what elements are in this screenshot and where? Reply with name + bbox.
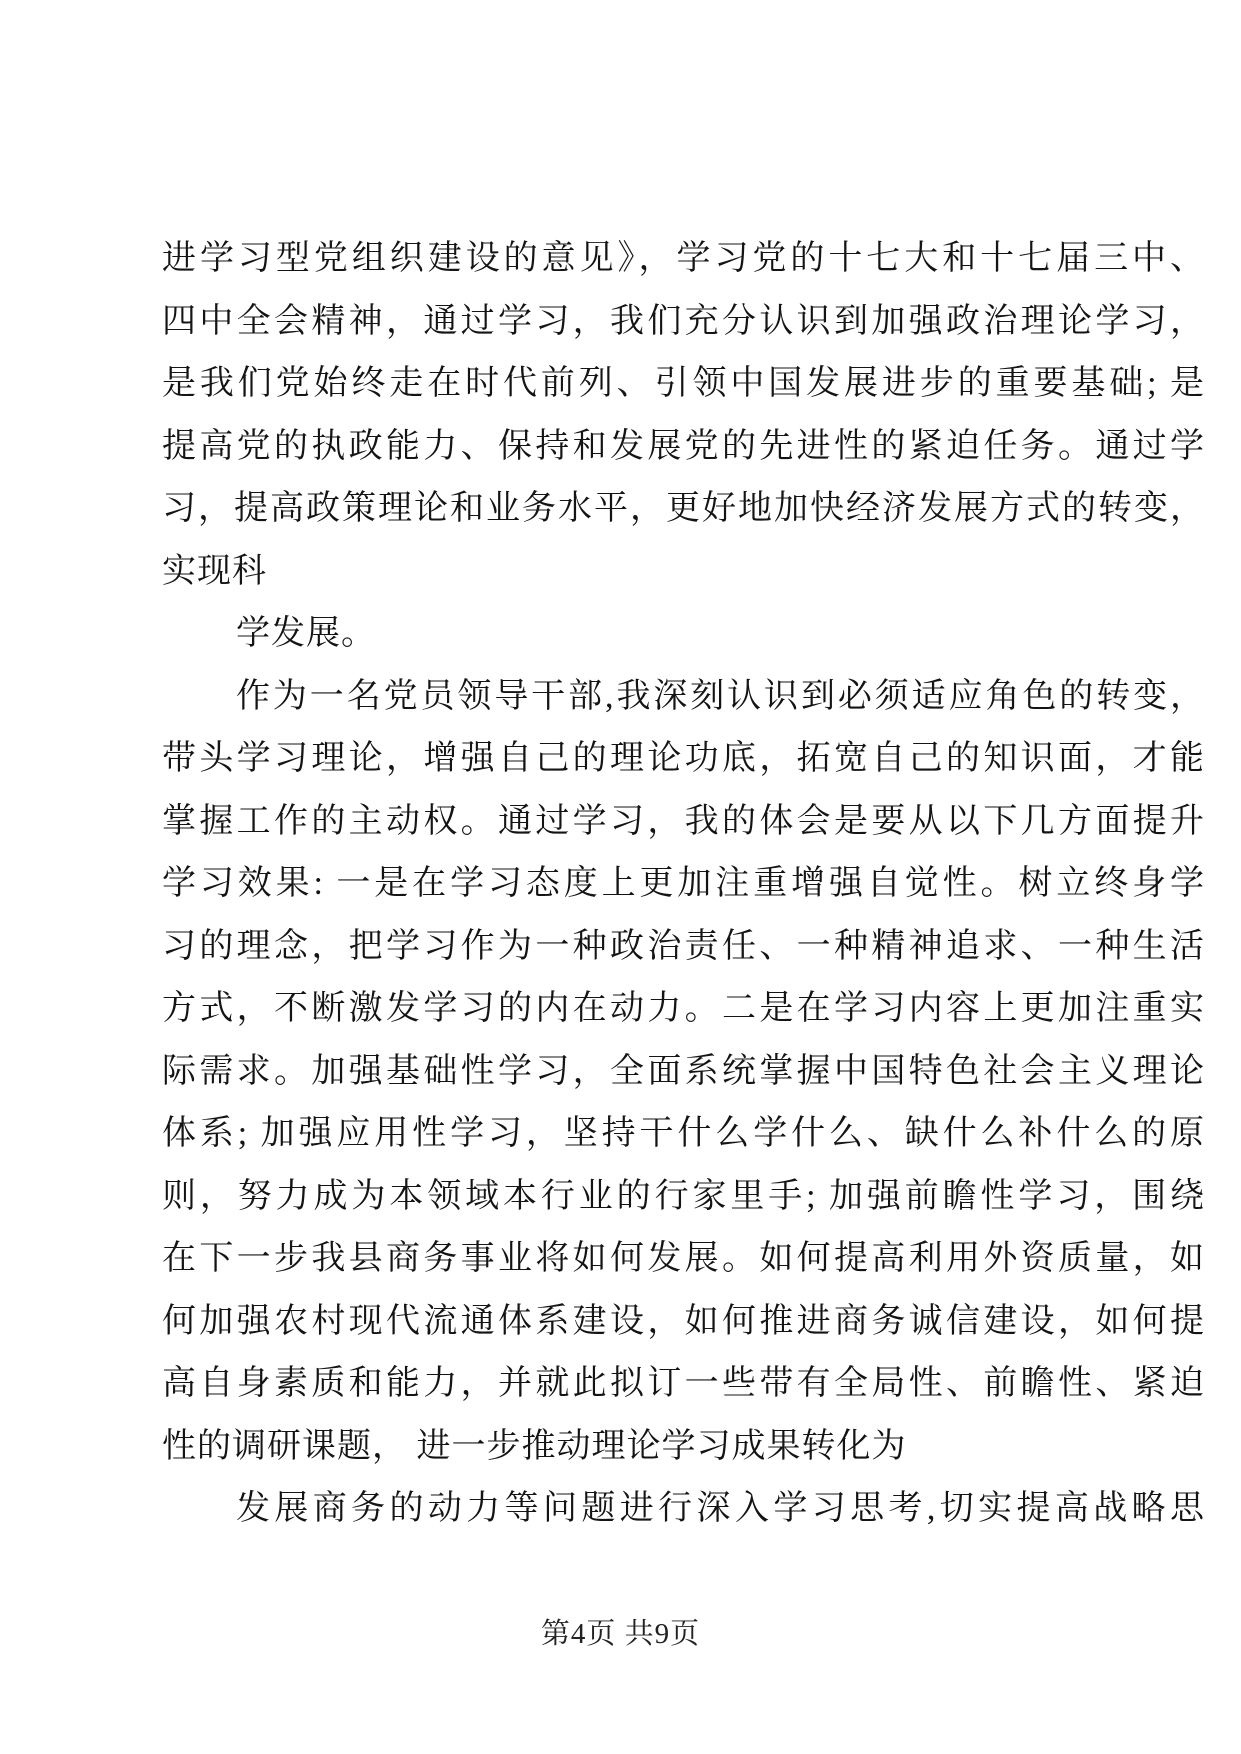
text-line: 体系; 加强应用性学习，坚持干什么学什么、缺什么补什么的原 <box>162 1115 1205 1152</box>
text-line: 学习效果: 一是在学习态度上更加注重增强自觉性。树立终身学 <box>162 865 1205 902</box>
text-line: 在下一步我县商务事业将如何发展。如何提高利用外资质量，如 <box>162 1240 1205 1277</box>
text-line: 习的理念，把学习作为一种政治责任、一种精神追求、一种生活 <box>162 927 1205 965</box>
text-line: 进学习型党组织建设的意见》，学习党的十七大和十七届三中、 <box>162 240 1205 277</box>
text-line: 发展商务的动力等问题进行深入学习思考,切实提高战略思 <box>236 1490 1205 1527</box>
text-line: 性的调研课题， 进一步推动理论学习成果转化为 <box>162 1427 907 1465</box>
text-line: 习，提高政策理论和业务水平，更好地加快经济发展方式的转变， <box>162 490 1205 527</box>
text-line: 实现科 <box>162 552 267 590</box>
text-line: 四中全会精神，通过学习，我们充分认识到加强政治理论学习， <box>162 302 1205 340</box>
text-line: 学发展。 <box>236 615 376 652</box>
text-line: 带头学习理论，增强自己的理论功底，拓宽自己的知识面，才能 <box>162 740 1205 777</box>
text-line: 高自身素质和能力，并就此拟订一些带有全局性、前瞻性、紧迫 <box>162 1365 1205 1402</box>
document-body <box>162 228 1205 1541</box>
page-footer: 第4页 共9页 <box>540 1618 701 1650</box>
text-line: 是我们党始终走在时代前列、引领中国发展进步的重要基础; 是 <box>162 365 1205 402</box>
text-line: 提高党的执政能力、保持和发展党的先进性的紧迫任务。通过学 <box>162 427 1205 465</box>
text-line: 际需求。加强基础性学习，全面系统掌握中国特色社会主义理论 <box>162 1052 1205 1090</box>
text-line: 方式，不断激发学习的内在动力。二是在学习内容上更加注重实 <box>162 990 1205 1027</box>
text-line: 则，努力成为本领域本行业的行家里手; 加强前瞻性学习，围绕 <box>162 1177 1205 1215</box>
text-line: 掌握工作的主动权。通过学习，我的体会是要从以下几方面提升 <box>162 802 1205 840</box>
text-line: 作为一名党员领导干部,我深刻认识到必须适应角色的转变， <box>236 677 1205 715</box>
text-line: 何加强农村现代流通体系建设，如何推进商务诚信建设，如何提 <box>162 1302 1205 1340</box>
